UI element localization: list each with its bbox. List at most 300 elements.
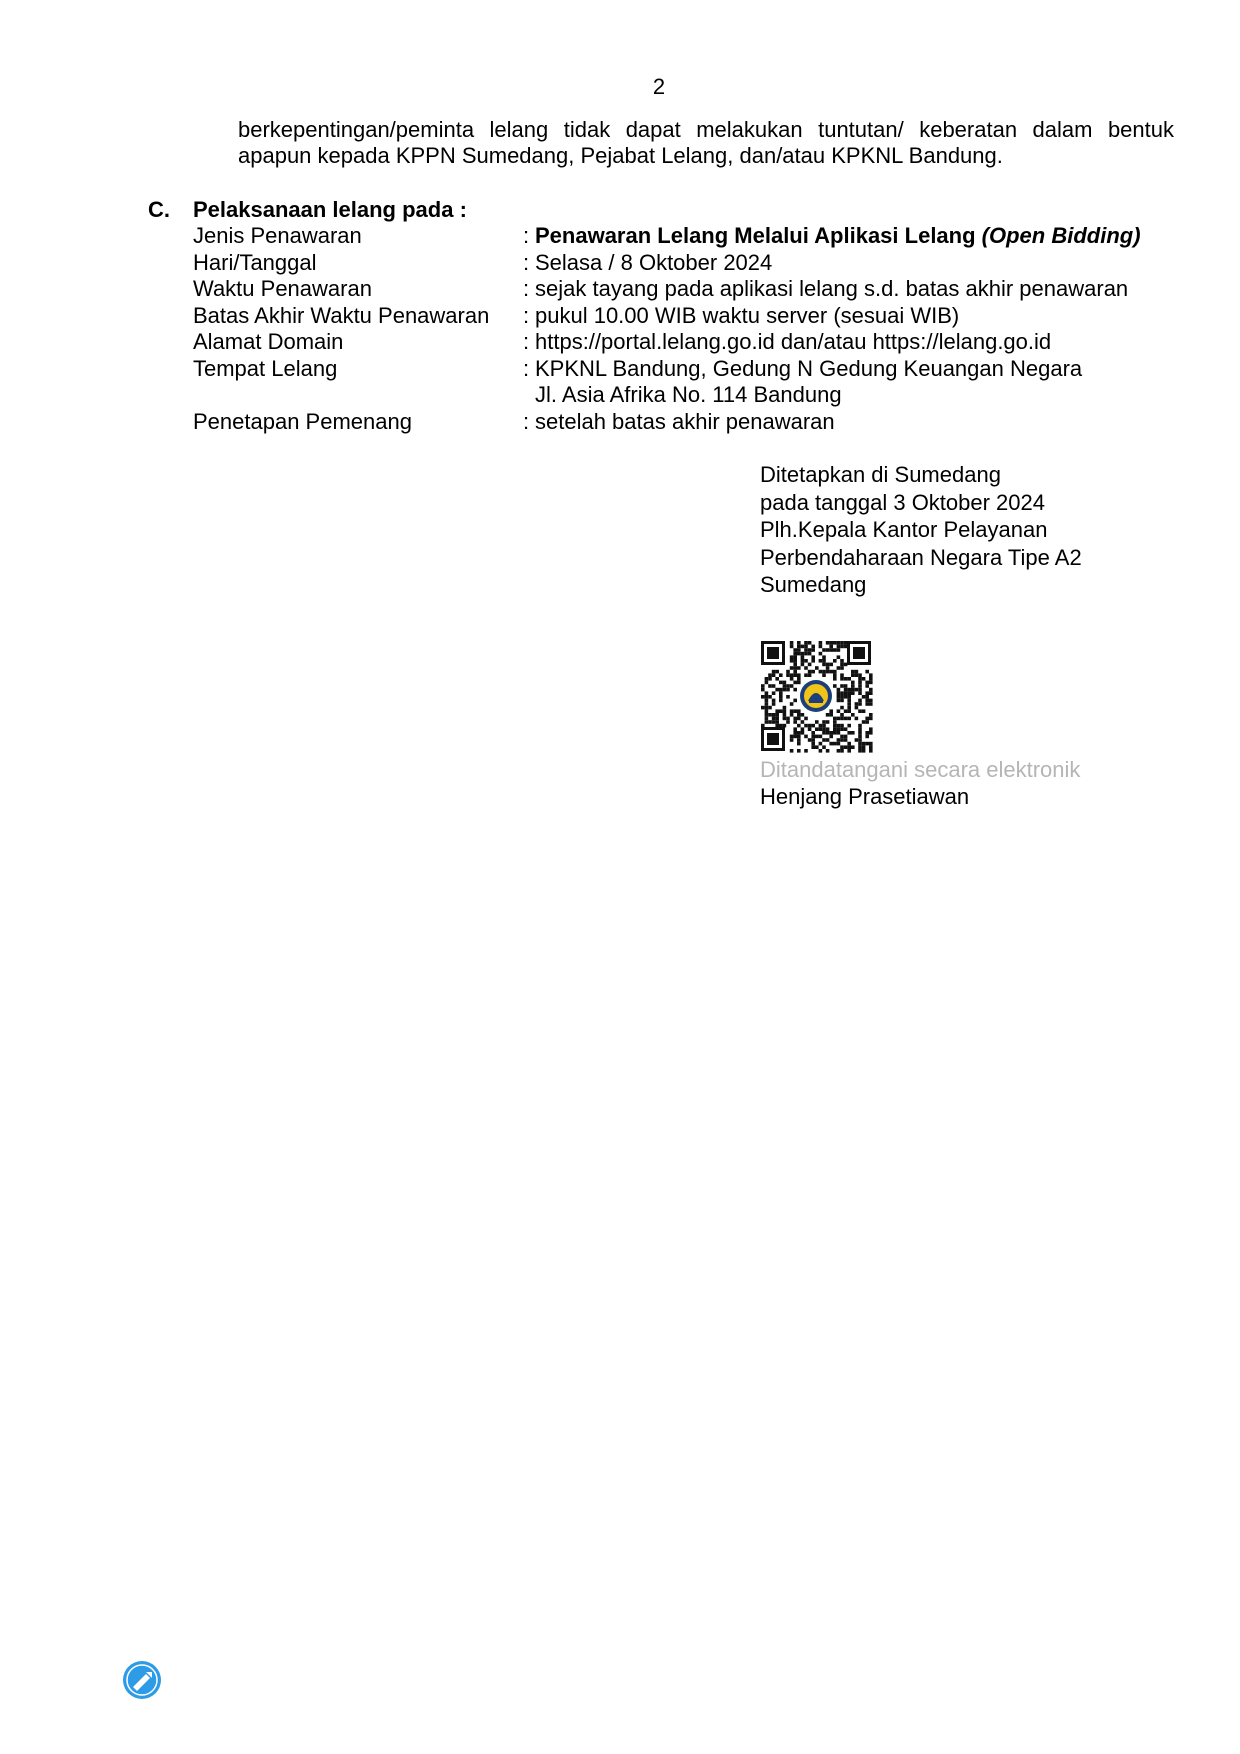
- qr-module: [822, 745, 826, 749]
- qr-module: [862, 749, 866, 753]
- qr-module: [826, 663, 830, 667]
- qr-module: [840, 641, 844, 645]
- qr-module: [829, 645, 833, 649]
- qr-module: [865, 735, 869, 739]
- qr-module: [819, 724, 823, 728]
- qr-module: [858, 724, 862, 728]
- qr-module: [858, 731, 862, 735]
- qr-module: [793, 652, 797, 656]
- qr-module: [822, 738, 826, 742]
- detail-row-jenis-penawaran: [193, 223, 1183, 250]
- qr-module: [837, 742, 841, 746]
- qr-module: [829, 648, 833, 652]
- qr-module: [847, 724, 851, 728]
- qr-module: [833, 727, 837, 731]
- qr-module: [837, 731, 841, 735]
- qr-module: [858, 727, 862, 731]
- qr-module: [862, 742, 866, 746]
- qr-module: [790, 738, 794, 742]
- qr-module: [801, 727, 805, 731]
- qr-module: [819, 749, 823, 753]
- qr-module: [793, 709, 797, 713]
- qr-module: [797, 742, 801, 746]
- qr-module: [844, 745, 848, 749]
- qr-module: [869, 731, 873, 735]
- qr-module: [847, 699, 851, 703]
- qr-module: [822, 648, 826, 652]
- qr-module: [797, 681, 801, 685]
- qr-module: [847, 688, 851, 692]
- detail-colon: :: [523, 355, 530, 381]
- qr-module: [847, 717, 851, 721]
- signer-name: Henjang Prasetiawan: [760, 784, 970, 809]
- qr-module: [819, 670, 823, 674]
- qr-module: [869, 673, 873, 677]
- qr-module: [779, 724, 783, 728]
- qr-module: [847, 677, 851, 681]
- qr-module: [783, 713, 787, 717]
- qr-module: [840, 695, 844, 699]
- qr-module: [811, 738, 815, 742]
- detail-value-text: Penawaran Lelang Melalui Aplikasi Lelang: [535, 223, 976, 248]
- qr-code-icon: [759, 639, 873, 753]
- qr-module: [786, 695, 790, 699]
- qr-module: [862, 677, 866, 681]
- qr-module: [790, 659, 794, 663]
- qr-module: [851, 673, 855, 677]
- qr-module: [808, 641, 812, 645]
- qr-module: [797, 666, 801, 670]
- detail-colon: :: [523, 276, 530, 301]
- qr-module: [855, 702, 859, 706]
- qr-module: [837, 648, 841, 652]
- qr-module: [804, 673, 808, 677]
- qr-module: [840, 684, 844, 688]
- qr-module: [826, 670, 830, 674]
- qr-module: [804, 749, 808, 753]
- qr-module: [779, 681, 783, 685]
- qr-module: [793, 735, 797, 739]
- qr-module: [765, 677, 769, 681]
- qr-module: [869, 749, 873, 753]
- qr-module: [793, 717, 797, 721]
- qr-module: [844, 677, 848, 681]
- qr-module: [775, 688, 779, 692]
- qr-module: [837, 655, 841, 659]
- qr-module: [815, 735, 819, 739]
- qr-module: [840, 677, 844, 681]
- qr-module: [847, 702, 851, 706]
- qr-module: [858, 709, 862, 713]
- qr-module: [783, 681, 787, 685]
- qr-module: [786, 688, 790, 692]
- qr-module: [851, 745, 855, 749]
- qr-module: [793, 666, 797, 670]
- detail-row-waktu-penawaran: [193, 276, 1183, 303]
- qr-module: [790, 709, 794, 713]
- qr-module: [829, 641, 833, 645]
- qr-module: [829, 713, 833, 717]
- qr-module: [855, 717, 859, 721]
- detail-value: https://portal.lelang.go.id dan/atau https://lelang.go.id: [535, 329, 1052, 354]
- detail-colon: :: [523, 223, 530, 248]
- qr-module: [833, 731, 837, 735]
- qr-module: [811, 670, 815, 674]
- qr-module: [851, 688, 855, 692]
- qr-module: [768, 695, 772, 699]
- qr-module: [808, 670, 812, 674]
- detail-row-hari-tanggal: [193, 250, 1183, 277]
- qr-module: [819, 742, 823, 746]
- qr-module: [804, 645, 808, 649]
- qr-module: [840, 659, 844, 663]
- qr-module: [837, 695, 841, 699]
- qr-module: [768, 673, 772, 677]
- qr-module: [765, 720, 769, 724]
- qr-module: [826, 666, 830, 670]
- qr-module: [819, 652, 823, 656]
- qr-module: [811, 648, 815, 652]
- qr-module: [844, 709, 848, 713]
- qr-module: [783, 706, 787, 710]
- qr-module: [808, 652, 812, 656]
- qr-module: [793, 648, 797, 652]
- qr-module: [851, 670, 855, 674]
- qr-module: [858, 688, 862, 692]
- qr-module: [808, 663, 812, 667]
- qr-module: [858, 673, 862, 677]
- qr-module: [804, 641, 808, 645]
- qr-module: [811, 645, 815, 649]
- qr-module: [790, 713, 794, 717]
- qr-module: [779, 673, 783, 677]
- qr-module: [826, 641, 830, 645]
- qr-module: [847, 749, 851, 753]
- qr-module: [801, 713, 805, 717]
- qr-module: [822, 731, 826, 735]
- qr-module: [790, 645, 794, 649]
- detail-row-tempat-lelang-line2: [193, 382, 1183, 409]
- qr-module: [772, 684, 776, 688]
- qr-module: [833, 641, 837, 645]
- qr-module: [790, 702, 794, 706]
- qr-module: [837, 641, 841, 645]
- qr-module: [833, 724, 837, 728]
- qr-module: [808, 648, 812, 652]
- qr-module: [822, 727, 826, 731]
- qr-module: [793, 663, 797, 667]
- qr-module: [840, 717, 844, 721]
- qr-module: [851, 713, 855, 717]
- signature-date: pada tanggal 3 Oktober 2024: [760, 489, 1046, 515]
- intro-line-1: berkepentingan/peminta lelang tidak dapat melakukan tuntutan/ keberatan dalam bentuk: [238, 117, 1174, 142]
- qr-module: [808, 724, 812, 728]
- qr-module: [822, 659, 826, 663]
- qr-module: [858, 742, 862, 746]
- qr-module: [837, 717, 841, 721]
- qr-module: [793, 681, 797, 685]
- qr-module: [804, 648, 808, 652]
- qr-module: [797, 641, 801, 645]
- qr-module: [815, 666, 819, 670]
- qr-module: [761, 688, 765, 692]
- qr-module: [837, 749, 841, 753]
- qr-module: [793, 659, 797, 663]
- qr-module: [840, 645, 844, 649]
- qr-module: [772, 699, 776, 703]
- qr-module: [869, 688, 873, 692]
- qr-module: [844, 735, 848, 739]
- qr-module: [862, 695, 866, 699]
- detail-value: sejak tayang pada aplikasi lelang s.d. batas akhir penawaran: [535, 276, 1129, 301]
- qr-module: [837, 691, 841, 695]
- detail-colon: :: [523, 329, 530, 354]
- qr-module: [855, 706, 859, 710]
- qr-module: [829, 670, 833, 674]
- qr-module: [844, 688, 848, 692]
- qr-module: [797, 717, 801, 721]
- qr-module: [865, 681, 869, 685]
- qr-module: [808, 727, 812, 731]
- qr-module: [858, 738, 862, 742]
- qr-module: [761, 695, 765, 699]
- qr-module: [822, 663, 826, 667]
- qr-module: [862, 709, 866, 713]
- qr-module: [833, 659, 837, 663]
- qr-module: [844, 738, 848, 742]
- intro-line-2: apapun kepada KPPN Sumedang, Pejabat Lelang, dan/atau KPKNL Bandung.: [238, 143, 1003, 168]
- detail-label: Penetapan Pemenang: [193, 408, 412, 434]
- qr-module: [779, 709, 783, 713]
- qr-module: [793, 673, 797, 677]
- signature-place: Ditetapkan di Sumedang: [760, 462, 1001, 487]
- qr-module: [819, 659, 823, 663]
- qr-module: [833, 742, 837, 746]
- section-title: Pelaksanaan lelang pada :: [193, 197, 467, 222]
- qr-module: [797, 731, 801, 735]
- qr-module: [865, 699, 869, 703]
- qr-module: [801, 659, 805, 663]
- qr-module: [808, 738, 812, 742]
- qr-module: [851, 684, 855, 688]
- qr-module: [793, 699, 797, 703]
- qr-module: [833, 670, 837, 674]
- qr-module: [844, 645, 848, 649]
- qr-module: [783, 684, 787, 688]
- qr-module: [790, 735, 794, 739]
- qr-module: [765, 702, 769, 706]
- qr-module: [783, 709, 787, 713]
- qr-module: [822, 670, 826, 674]
- qr-module: [840, 735, 844, 739]
- qr-module: [847, 731, 851, 735]
- qr-module: [765, 709, 769, 713]
- qr-module: [844, 695, 848, 699]
- qr-module: [815, 727, 819, 731]
- qr-module: [840, 727, 844, 731]
- qr-module: [772, 717, 776, 721]
- qr-module: [797, 709, 801, 713]
- qr-module: [779, 691, 783, 695]
- qr-module: [829, 742, 833, 746]
- qr-module: [855, 673, 859, 677]
- qr-module: [765, 713, 769, 717]
- qr-module: [826, 738, 830, 742]
- qr-module: [822, 724, 826, 728]
- qr-module: [768, 706, 772, 710]
- qr-module: [793, 731, 797, 735]
- qr-module: [804, 724, 808, 728]
- qr-module: [858, 749, 862, 753]
- qr-module: [793, 727, 797, 731]
- intro-paragraph: [238, 117, 1174, 169]
- qr-module: [833, 717, 837, 721]
- qr-module: [851, 731, 855, 735]
- qr-module: [840, 745, 844, 749]
- qr-module: [869, 691, 873, 695]
- qr-module: [815, 720, 819, 724]
- signature-title-3: Sumedang: [760, 572, 867, 597]
- qr-module: [865, 684, 869, 688]
- qr-module: [833, 648, 837, 652]
- qr-module: [819, 645, 823, 649]
- qr-module: [869, 681, 873, 685]
- qr-module: [858, 691, 862, 695]
- qr-module: [855, 688, 859, 692]
- qr-module: [865, 731, 869, 735]
- qr-module: [840, 738, 844, 742]
- qr-module: [772, 720, 776, 724]
- qr-module: [765, 691, 769, 695]
- qr-module: [765, 699, 769, 703]
- qr-module: [837, 666, 841, 670]
- qr-module: [811, 659, 815, 663]
- qr-module: [768, 684, 772, 688]
- qr-module: [837, 709, 841, 713]
- qr-module: [761, 684, 765, 688]
- qr-module: [790, 673, 794, 677]
- qr-module: [793, 655, 797, 659]
- qr-module: [779, 695, 783, 699]
- qr-module: [837, 645, 841, 649]
- qr-module: [779, 688, 783, 692]
- qr-module: [765, 681, 769, 685]
- qr-module: [775, 709, 779, 713]
- qr-module: [775, 677, 779, 681]
- qr-module: [855, 738, 859, 742]
- qr-module: [819, 641, 823, 645]
- qr-module: [844, 691, 848, 695]
- qr-module: [826, 749, 830, 753]
- qr-module: [790, 641, 794, 645]
- qr-module: [768, 713, 772, 717]
- qr-module: [862, 745, 866, 749]
- qr-module: [775, 670, 779, 674]
- detail-value: Selasa / 8 Oktober 2024: [535, 249, 773, 275]
- qr-module: [829, 663, 833, 667]
- qr-module: [837, 699, 841, 703]
- qr-module: [790, 666, 794, 670]
- qr-module: [865, 742, 869, 746]
- qr-module: [865, 695, 869, 699]
- detail-row-alamat-domain: [193, 329, 1183, 356]
- qr-module: [772, 670, 776, 674]
- qr-module: [858, 702, 862, 706]
- qr-module: [801, 731, 805, 735]
- qr-module: [797, 652, 801, 656]
- qr-module: [797, 735, 801, 739]
- qr-module: [786, 670, 790, 674]
- qr-module: [765, 717, 769, 721]
- qr-module: [761, 724, 765, 728]
- qr-module: [865, 717, 869, 721]
- qr-module: [786, 717, 790, 721]
- qr-module: [804, 659, 808, 663]
- qr-module: [851, 691, 855, 695]
- qr-module: [801, 655, 805, 659]
- qr-module: [847, 691, 851, 695]
- qr-module: [783, 724, 787, 728]
- qr-module: [865, 670, 869, 674]
- qr-module: [790, 655, 794, 659]
- detail-row-batas-akhir: [193, 303, 1183, 330]
- detail-value: pukul 10.00 WIB waktu server (sesuai WIB): [535, 302, 960, 328]
- signature-title-2: Perbendaharaan Negara Tipe A2: [760, 544, 1082, 570]
- qr-module: [811, 745, 815, 749]
- qr-module: [768, 677, 772, 681]
- qr-module: [801, 720, 805, 724]
- qr-module: [858, 684, 862, 688]
- qr-module: [829, 735, 833, 739]
- qr-module: [840, 706, 844, 710]
- qr-module: [790, 749, 794, 753]
- qr-module: [786, 684, 790, 688]
- qr-module: [869, 702, 873, 706]
- qr-module: [815, 745, 819, 749]
- qr-module: [772, 702, 776, 706]
- esign-note: Ditandatangani secara elektronik: [760, 757, 1081, 782]
- qr-module: [837, 724, 841, 728]
- qr-module: [833, 673, 837, 677]
- qr-module: [804, 735, 808, 739]
- qr-module: [783, 688, 787, 692]
- qr-module: [811, 655, 815, 659]
- qr-module: [772, 713, 776, 717]
- detail-row-tempat-lelang: [193, 356, 1183, 383]
- qr-module: [822, 720, 826, 724]
- detail-value: setelah batas akhir penawaran: [535, 408, 835, 434]
- qr-module: [844, 727, 848, 731]
- qr-module: [858, 681, 862, 685]
- qr-module: [775, 717, 779, 721]
- qr-module: [869, 727, 873, 731]
- detail-label: Hari/Tanggal: [193, 249, 317, 275]
- qr-module: [811, 731, 815, 735]
- detail-colon: :: [523, 249, 530, 275]
- qr-module: [765, 706, 769, 710]
- qr-module: [833, 677, 837, 681]
- qr-module: [865, 691, 869, 695]
- qr-module: [826, 713, 830, 717]
- qr-module: [765, 695, 769, 699]
- qr-module: [768, 720, 772, 724]
- section-letter: C.: [148, 197, 170, 222]
- qr-module: [847, 742, 851, 746]
- qr-module: [869, 677, 873, 681]
- qr-module: [840, 663, 844, 667]
- qr-module: [775, 724, 779, 728]
- detail-value: [535, 223, 1183, 250]
